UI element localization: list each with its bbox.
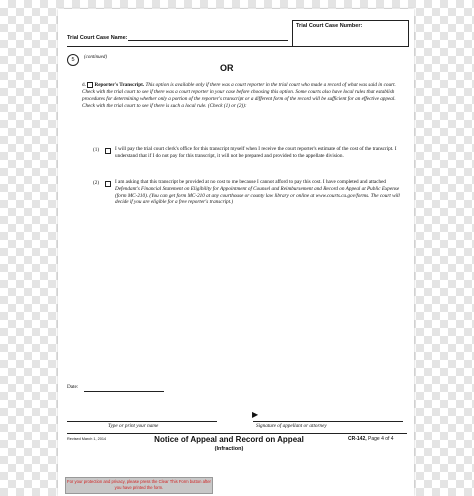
item-d-letter: d. xyxy=(82,82,86,89)
item-d-title: Reporter's Transcript. xyxy=(94,82,145,89)
option-1-number: (1) xyxy=(93,147,100,153)
case-number-label: Trial Court Case Number: xyxy=(296,23,363,29)
header-rule xyxy=(67,46,407,47)
section-number: 5 xyxy=(67,54,79,66)
signature-line[interactable] xyxy=(253,421,403,422)
footer-rule xyxy=(67,433,407,434)
option-2-text-c: (form MC-210). (You can get form MC-210 at any courthouse or county law library or online at www.courts.ca.gov/forms. The court will decide if you are eligible for a free reporter's transcript.) xyxy=(115,192,400,206)
form-code-and-page xyxy=(348,436,394,443)
clear-form-notice: For your protection and privacy, please press the Clear This Form button after you have printed the form. xyxy=(65,477,213,494)
arrow-icon: ▶ xyxy=(252,410,259,419)
date-field[interactable] xyxy=(84,391,164,392)
continued-label: (continued) xyxy=(84,55,108,60)
option-2-text-a: I am asking that this transcript be provided at no cost to me because I cannot afford to pay this cost. I have completed and attached xyxy=(115,179,387,185)
case-number-box[interactable] xyxy=(292,20,409,47)
print-name-label: Type or print your name xyxy=(108,423,159,429)
option-2-number: (2) xyxy=(93,180,100,186)
form-title: Notice of Appeal and Record on Appeal xyxy=(154,435,304,444)
or-label: OR xyxy=(220,63,234,73)
option-1-checkbox[interactable] xyxy=(105,148,111,154)
case-name-field[interactable] xyxy=(128,40,288,41)
option-1-text: I will pay the trial court clerk's office for this transcript myself when I receive the court reporter's estimate of the cost of the transcript. I understand that if I do not pay for this transcript, it will not be prepared and provided to the appellate division. xyxy=(115,146,397,159)
revised-date: Revised March 1, 2014 xyxy=(67,437,107,441)
item-d-paragraph xyxy=(82,82,402,109)
signature-label: Signature of appellant or attorney xyxy=(256,423,327,429)
option-2-checkbox[interactable] xyxy=(105,181,111,187)
date-label: Date: xyxy=(67,384,79,390)
form-page xyxy=(58,9,414,496)
option-2-form-name: Defendant's Financial Statement on Eligibility for Appointment of Counsel and Reimbursement and Record on Appeal at Public Expense xyxy=(115,185,400,192)
form-subtitle: (Infraction) xyxy=(214,446,244,452)
item-d-text: This option is available only if there was a court reporter in the trial court who made a record of what was said in court. Check with the trial court to see if there was a court reporter in your case before choosing this option. Some courts also have local rules that establish procedures for determining whether only a portion of the reporter's transcript or a different form of the record will be sufficient for an effective appeal. Check with the trial court to see if there is such a local rule. (Check (1) or (2)): xyxy=(82,82,396,109)
case-name-label: Trial Court Case Name: xyxy=(67,35,128,41)
option-2-text xyxy=(115,179,403,206)
page-number: Page 4 of 4 xyxy=(368,436,394,442)
item-d-checkbox[interactable] xyxy=(87,82,93,88)
form-code: CR-142, xyxy=(348,436,367,442)
print-name-line[interactable] xyxy=(67,421,217,422)
